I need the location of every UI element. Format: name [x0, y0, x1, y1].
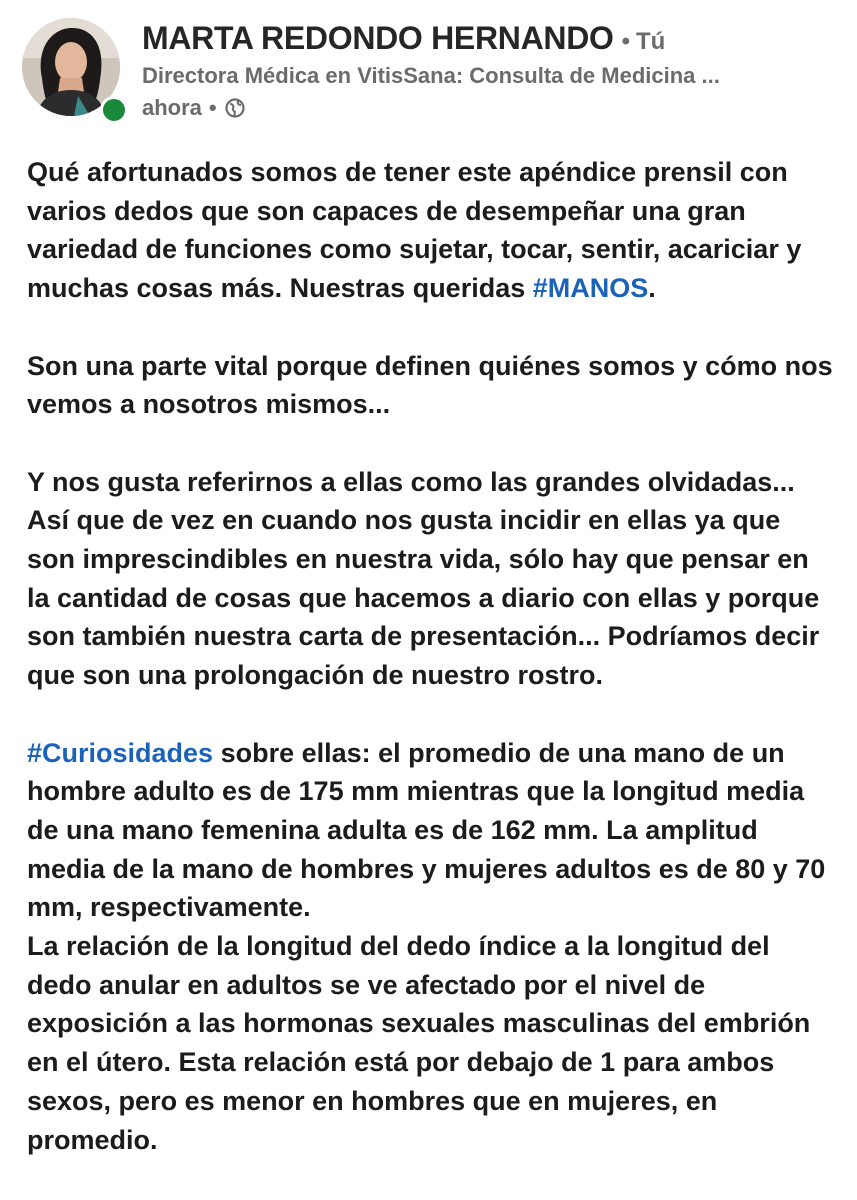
post-paragraph: Son una parte vital porque definen quiénes somos y cómo nos vemos a nosotros mismos...	[27, 350, 833, 420]
separator-dot: •	[621, 28, 631, 55]
online-status-indicator	[100, 96, 128, 124]
post-header	[22, 18, 837, 128]
post-body	[27, 153, 835, 1159]
author-name[interactable]: MARTA REDONDO HERNANDO	[142, 20, 614, 56]
post-paragraph: Y nos gusta referirnos a ellas como las grandes olvidadas... Así que de vez en cuando nos gusta incidir en ellas ya que son imprescindibles en nuestra vida, sólo hay que pensar en la cantidad de cosas que hacemos a diario con ellas y porque son también nuestra carta de presentación... Podríamos decir que son una prolongación de nuestro rostro.	[27, 466, 820, 691]
globe-icon	[224, 97, 246, 119]
paragraph-text: sobre ellas: el promedio de una mano de un hombre adulto es de 175 mm mientras que la longitud media de una mano femenina adulta es de 162 mm. La amplitud media de la mano de hombres y mujeres adultos es de 80 y 70 mm, respectivamente.	[27, 737, 826, 923]
you-label: Tú	[636, 28, 666, 55]
avatar-container[interactable]	[22, 18, 126, 122]
author-meta	[142, 20, 837, 121]
post-timestamp-row	[142, 95, 837, 121]
post-paragraph	[27, 153, 835, 308]
paragraph-text: .	[648, 273, 656, 304]
separator-dot: •	[208, 95, 217, 120]
post-paragraph	[27, 734, 835, 928]
name-row	[142, 20, 837, 57]
author-headline: Directora Médica en VitisSana: Consulta de Medicina ...	[142, 63, 720, 88]
paragraph-text: Qué afortunados somos de tener este apéndice prensil con varios dedos que son capaces de desempeñar una gran variedad de funciones como sujetar, tocar, sentir, acariciar y muchas cosas más. Nuestras queridas	[27, 157, 802, 304]
post-timestamp: ahora	[142, 95, 202, 120]
hashtag-link[interactable]: #Curiosidades	[27, 737, 214, 768]
hashtag-link[interactable]: #MANOS	[532, 273, 649, 304]
post-paragraph: La relación de la longitud del dedo índice a la longitud del dedo anular en adultos se ve afectado por el nivel de exposición a las hormonas sexuales masculinas del embrión en el útero. Esta relación está por debajo de 1 para ambos sexos, pero es menor en hombres que en mujeres, en promedio.	[27, 931, 811, 1155]
